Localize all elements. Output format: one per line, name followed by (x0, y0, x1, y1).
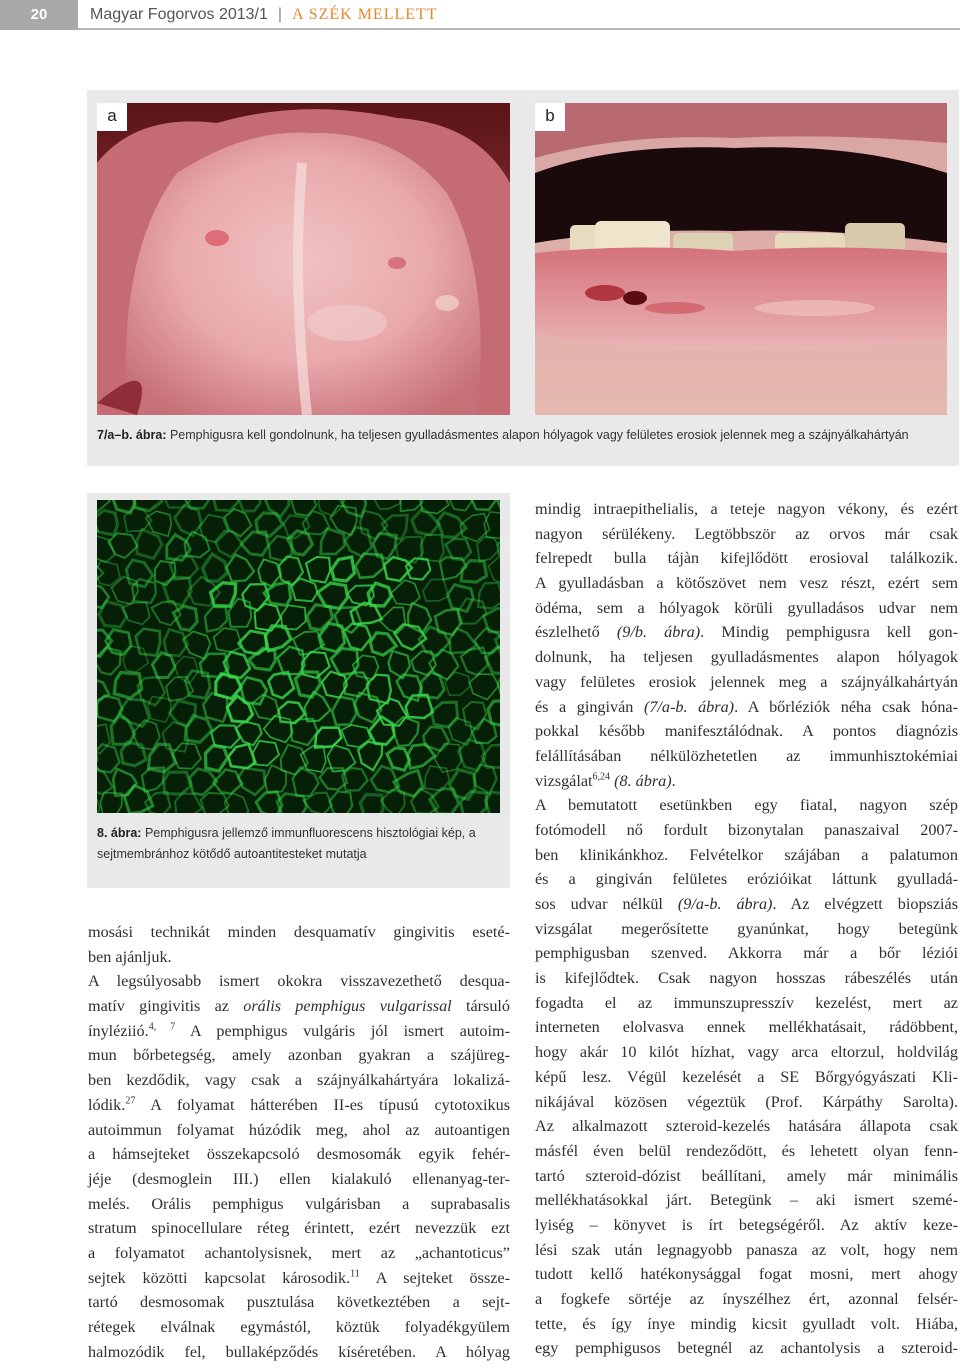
fluorescence-cell (423, 579, 449, 601)
fluorescence-cell (278, 647, 305, 675)
figure-8-photo (97, 500, 500, 813)
right-text-line: ben klinikánkhoz. Felvételkor szájában a palatumon (535, 845, 958, 864)
left-text-line: jéje (desmoglein III.) ellen kialakuló ellenanyag-ter- (88, 1169, 510, 1188)
fluorescence-cell (136, 629, 161, 656)
left-text-column (88, 920, 510, 1364)
right-text-line: felrepedt bulla tájàn kifejlődött erosioval találkozik. (535, 549, 958, 568)
left-text-line: a hámsejteket összekapcsoló desmosomák egyik fehér- (88, 1145, 510, 1164)
fluorescence-cell (360, 795, 383, 813)
panel-label-b: b (535, 103, 565, 131)
fluorescence-cell (236, 721, 262, 745)
fluorescence-cell (488, 556, 500, 585)
fluorescence-cell (97, 793, 100, 813)
fluorescence-cell (474, 765, 497, 794)
right-text-line: és a gingiván felületes erózióikat láttunk gyulladá- (535, 870, 958, 889)
left-text-line: ben kezdődik, vagy csak a szájnyálkahártyára lokalizá- (88, 1071, 510, 1090)
figure-7-caption-text: Pemphigusra kell gondolnunk, ha teljesen gyulladásmentes alapon hólyagok vagy felületes erosiok jelennek meg a szájnyálkahártyán (169, 428, 909, 442)
fluorescence-cell (97, 648, 121, 675)
fluorescence-cell (293, 767, 319, 796)
fluorescence-cell (203, 554, 227, 581)
fluorescence-cell (123, 602, 150, 624)
left-text-line: matív gingivitis az orális pemphigus vulgarissal társuló (88, 997, 511, 1016)
left-text-line: autoimmun folyamat húzódik meg, ahol az autoantigen (88, 1120, 510, 1139)
right-text-line: pokkal később manifesztálódnak. A pontos diagnózis (535, 722, 958, 741)
right-text-line: a fogkefe sörtéje az ínyszélhez ért, azonnal felsér- (535, 1290, 958, 1308)
right-text-line: tette, és így ínye mindig kicsit gyulladt volt. Hiába, (535, 1314, 958, 1333)
fluorescence-cell (478, 583, 500, 609)
fluorescence-cell (330, 791, 353, 813)
panel-label-a: a (97, 103, 127, 131)
fluorescence-cell (450, 770, 476, 800)
right-text-line: képű lesz. Végül kezelését a SE Bőrgyógyászati Kli- (535, 1067, 958, 1086)
right-text-line: és a gingiván (7/a-b. ábra). A bőrléziók néha csak hóna- (535, 697, 959, 716)
fluorescence-cell (307, 605, 333, 630)
fluorescence-cell (445, 672, 470, 695)
fluorescence-cell (173, 606, 197, 630)
right-text-line: nagyon sérülékeny. Legtöbbször az orvos már csak (535, 524, 958, 543)
right-text-line: A gyulladásban a kötőszövet nem vesz részt, ezért sem (535, 574, 958, 593)
right-text-line: észlelhető (9/b. ábra). Mindig pemphigusra kell gon- (535, 623, 959, 642)
fluorescence-cell (206, 746, 228, 771)
fluorescence-cell (166, 677, 193, 701)
fluorescence-cell (332, 697, 356, 725)
right-text-line: lyiség – könyvet is írt betegségéről. Az aktív keze- (535, 1215, 958, 1234)
fluorescence-cell (108, 533, 137, 558)
fluorescence-cell (175, 794, 202, 814)
fluorescence-cell (301, 746, 326, 772)
left-text-line: stratum spinocellulare réteg érintett, ezért nevezzük ezt (88, 1219, 510, 1238)
left-text-line: a folyamatot achantolysisnek, mert az „achantoticus” (88, 1243, 510, 1262)
fluorescence-cell (368, 583, 391, 606)
fluorescence-cell (132, 579, 156, 603)
right-text-line: is kifejlődtek. Csak nagyon hosszas rábeszélés után (535, 969, 958, 988)
left-text-line: melés. Orális pemphigus vulgárisban a suprabasalis (88, 1194, 510, 1213)
fluorescence-cell (264, 716, 293, 742)
right-text-line: dolnunk, ha teljesen gyulladásmentes alapon hólyagok (535, 648, 958, 667)
fluorescence-cell (391, 580, 420, 605)
right-text-line: nikájával közösen végeztük (Prof. Kárpáthy Sarolta). (535, 1092, 958, 1111)
fluorescence-cell (397, 675, 422, 701)
fluorescence-cell (470, 674, 499, 700)
fluorescence-cell (291, 500, 316, 516)
fluorescence-cell (99, 601, 127, 627)
fluorescence-cell (321, 529, 345, 555)
header-separator: | (277, 6, 283, 23)
fluorescence-cell (468, 500, 497, 510)
left-text-line: mun bőrbetegség, amely azonban gyakran a szájüreg- (88, 1046, 510, 1065)
left-text-line: mosási technikát minden desquamatív gingivitis eseté- (88, 923, 510, 941)
left-text-line: lódik.$^{27}$ A folyamat hátterében II-es típusú cytotoxikus (88, 1095, 510, 1114)
fluorescence-cell (371, 766, 399, 792)
fluorescence-cell (463, 702, 486, 730)
right-text-line: fotómodell nő fordult bizonytalan panaszaival 2007- (535, 820, 958, 839)
fluorescence-cell (265, 765, 286, 792)
fluorescence-cell (461, 791, 487, 813)
figure-8-caption-label: 8. ábra: (97, 826, 142, 840)
right-text-line: vizsgálat$^{6,24}$ (8. ábra). (535, 771, 676, 790)
fluorescence-cell (485, 792, 500, 813)
right-text-line: másfél éven belül rendeződött, és lehetett olyan fenn- (535, 1141, 958, 1160)
fluorescence-cell (345, 527, 372, 556)
fluorescence-cell (265, 626, 291, 651)
section-title: A SZÉK MELLETT (292, 6, 438, 23)
fluorescence-cell (119, 699, 149, 726)
journal-title: Magyar Fogorvos 2013/1 (90, 6, 268, 23)
fluorescence-cell (269, 672, 294, 698)
fluorescence-cell (486, 647, 500, 674)
left-text-line: sejtek közötti kapcsolat károsodik.$^{11}$ A sejteket össze- (88, 1268, 511, 1287)
left-text-line: halmozódik fel, bullaképződés kíséretében. A hólyag (88, 1342, 510, 1361)
fluorescence-cell (175, 506, 202, 536)
right-text-line: ödéma, sem a hólyagok körüli gyulladásos udvar nem (535, 598, 958, 617)
left-text-line: rétegek elválnak egymástól, köztük folyadékgyülem (88, 1318, 510, 1336)
right-text-line: mellékhatásokkal járt. Betegünk – aki ismert szemé- (535, 1191, 958, 1210)
fluorescence-cell (372, 500, 400, 509)
right-text-line: vizsgálat megerősítette gyanúnkat, hogy betegünk (535, 919, 958, 938)
fluorescence-cell (291, 719, 318, 745)
figure-7b-photo (535, 103, 947, 415)
right-text-line: tudott kellő hatékonysággal fogat mosni, mert ahogy (535, 1265, 958, 1284)
right-text-line: tartó szteroid-dózist beállítani, amely már minimális (535, 1166, 958, 1185)
page-number: 20 (0, 0, 78, 30)
right-text-line: vagy felületes erosiok jelennek meg a szájnyálkahártyán (535, 672, 958, 691)
fluorescence-cell (226, 555, 254, 582)
fluorescence-cell (238, 500, 260, 511)
fluorescence-cell (121, 742, 146, 766)
right-text-line: interneten elolvasva ennek mellékhatásait, rádöbbent, (535, 1018, 958, 1037)
figure-7-caption-label: 7/a–b. ábra: (97, 428, 167, 442)
figure-7-caption (97, 428, 957, 442)
fluorescence-cell (200, 515, 228, 543)
right-text-line: hogy akár 10 kilót hízhat, vagy arca eltorzul, holdvilág (535, 1043, 958, 1062)
fluorescence-cell (253, 741, 279, 766)
fluorescence-cell (392, 717, 419, 746)
fluorescence-cell (126, 560, 153, 587)
right-text-line: pemphigusban szenved. Akkorra már a bőr léziói (535, 944, 958, 963)
figure-8-caption (97, 823, 507, 865)
fluorescence-cell (185, 716, 212, 743)
figure-7a-photo (97, 103, 510, 415)
left-text-line: A legsúlyosabb ismert okokra visszavezethető desqua- (88, 972, 510, 991)
fluorescence-cell (496, 500, 500, 514)
right-text-line: lési szak után legnagyobb panasza az volt, hogy nem (535, 1240, 958, 1259)
fluorescence-cell (279, 556, 303, 585)
figure-8-caption-line1: Pemphigusra jellemző immunfluorescens hisztológiai kép, a (144, 826, 476, 840)
fluorescence-cell (228, 744, 255, 768)
right-text-line: fogadta el az immunszupresszív kezelést, mert az (535, 993, 958, 1012)
figure-8-caption-line2: sejtmembránhoz kötődő autoantitesteket mutatja (97, 847, 367, 861)
page-header (0, 0, 960, 30)
fluorescence-cell (258, 559, 280, 586)
left-text-line: ínyléziió.$^{4, 7}$ A pemphigus vulgáris jól ismert autoim- (88, 1021, 510, 1040)
fluorescence-cell (498, 675, 500, 700)
fluorescence-cell (291, 579, 318, 602)
fluorescence-cell (302, 652, 330, 678)
fluorescence-cell (380, 607, 406, 633)
fluorescence-cell (425, 766, 450, 791)
left-text-line: ben ajánljuk. (88, 947, 172, 966)
fluorescence-cell (421, 535, 444, 561)
right-text-line: felállításában nélkülözhetetlen az immunhisztokémiai (535, 746, 958, 765)
fluorescence-cell (214, 628, 243, 652)
fluorescence-cell (387, 748, 410, 770)
fluorescence-cell (315, 728, 342, 748)
right-text-line: mindig intraepithelialis, a teteje nagyon vékony, és ezért (535, 500, 958, 518)
fluorescence-cell (332, 557, 355, 581)
running-head (90, 0, 438, 30)
left-text-line: tartó desmosomak pusztulása következtében a sejt- (88, 1293, 510, 1312)
fluorescence-cell (484, 512, 500, 539)
right-text-column (535, 497, 958, 1361)
right-text-line: egy pemphigusos betegnél az achantolysis a szteroid- (535, 1339, 958, 1358)
right-text-line: A bemutatott esetünkben egy fiatal, nagyon szép (535, 796, 958, 815)
fluorescence-cell (306, 557, 330, 583)
fluorescence-cell (431, 702, 457, 727)
right-text-line: sos udvar nélkül (9/a-b. ábra). Az elvégzett biopsziás (535, 895, 959, 913)
fluorescence-cell (111, 716, 135, 744)
fluorescence-cell (358, 742, 382, 770)
fluorescence-cell (449, 500, 472, 511)
fluorescence-cell (113, 769, 137, 796)
fluorescence-cell (97, 510, 118, 535)
right-text-line: Az alkalmazott szteroid-kezelés hatására állapota csak (535, 1117, 958, 1136)
